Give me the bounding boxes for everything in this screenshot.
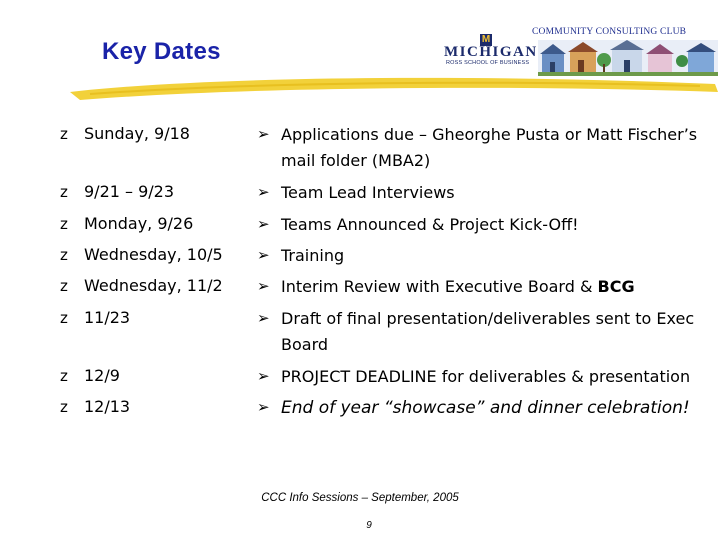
slide-title: Key Dates xyxy=(102,38,221,65)
date-label: 12/13 xyxy=(84,397,131,416)
event-description: Team Lead Interviews xyxy=(281,183,455,202)
event-description: Teams Announced & Project Kick-Off! xyxy=(281,215,579,234)
bullet-icon: z xyxy=(60,367,68,385)
date-label: 12/9 xyxy=(84,366,120,385)
arrow-bullet-icon: ➢ xyxy=(257,398,270,416)
date-label: 11/23 xyxy=(84,308,131,327)
bullet-icon: z xyxy=(60,215,68,233)
arrow-bullet-icon: ➢ xyxy=(257,183,270,201)
michigan-m-logo-icon: M xyxy=(481,34,491,45)
arrow-bullet-icon: ➢ xyxy=(257,125,270,143)
footer-note: CCC Info Sessions – September, 2005 xyxy=(261,492,459,504)
date-label: Wednesday, 11/2 xyxy=(84,276,223,295)
arrow-bullet-icon: ➢ xyxy=(257,367,270,385)
event-description xyxy=(281,274,701,300)
arrow-bullet-icon: ➢ xyxy=(257,215,270,233)
event-description: Training xyxy=(281,246,345,265)
event-description-text: Interim Review with Executive Board & xyxy=(281,277,598,296)
bullet-icon: z xyxy=(60,125,68,143)
date-label: Sunday, 9/18 xyxy=(84,124,190,143)
arrow-bullet-icon: ➢ xyxy=(257,309,270,327)
date-label: Wednesday, 10/5 xyxy=(84,245,223,264)
bcg-label: BCG xyxy=(597,277,635,296)
event-description: End of year “showcase” and dinner celebration! xyxy=(281,398,690,418)
bullet-icon: z xyxy=(60,246,68,264)
ross-school-label: ROSS SCHOOL OF BUSINESS xyxy=(446,60,530,66)
club-label: COMMUNITY CONSULTING CLUB xyxy=(532,27,687,37)
date-label: Monday, 9/26 xyxy=(84,214,194,233)
event-description: Draft of final presentation/deliverables sent to Exec Board xyxy=(281,309,695,354)
bullet-icon: z xyxy=(60,183,68,201)
bullet-icon: z xyxy=(60,398,68,416)
yellow-brush-stroke xyxy=(60,70,720,110)
event-description: PROJECT DEADLINE for deliverables & presentation xyxy=(281,367,691,386)
michigan-wordmark: MICHIGAN xyxy=(444,44,538,60)
date-label: 9/21 – 9/23 xyxy=(84,182,175,201)
bullet-icon: z xyxy=(60,277,68,295)
arrow-bullet-icon: ➢ xyxy=(257,277,270,295)
page-number: 9 xyxy=(366,520,372,531)
bullet-icon: z xyxy=(60,309,68,327)
event-description: Applications due – Gheorghe Pusta or Matt Fischer’s mail folder (MBA2) xyxy=(281,125,698,170)
arrow-bullet-icon: ➢ xyxy=(257,246,270,264)
neighborhood-houses-icon xyxy=(538,40,718,76)
